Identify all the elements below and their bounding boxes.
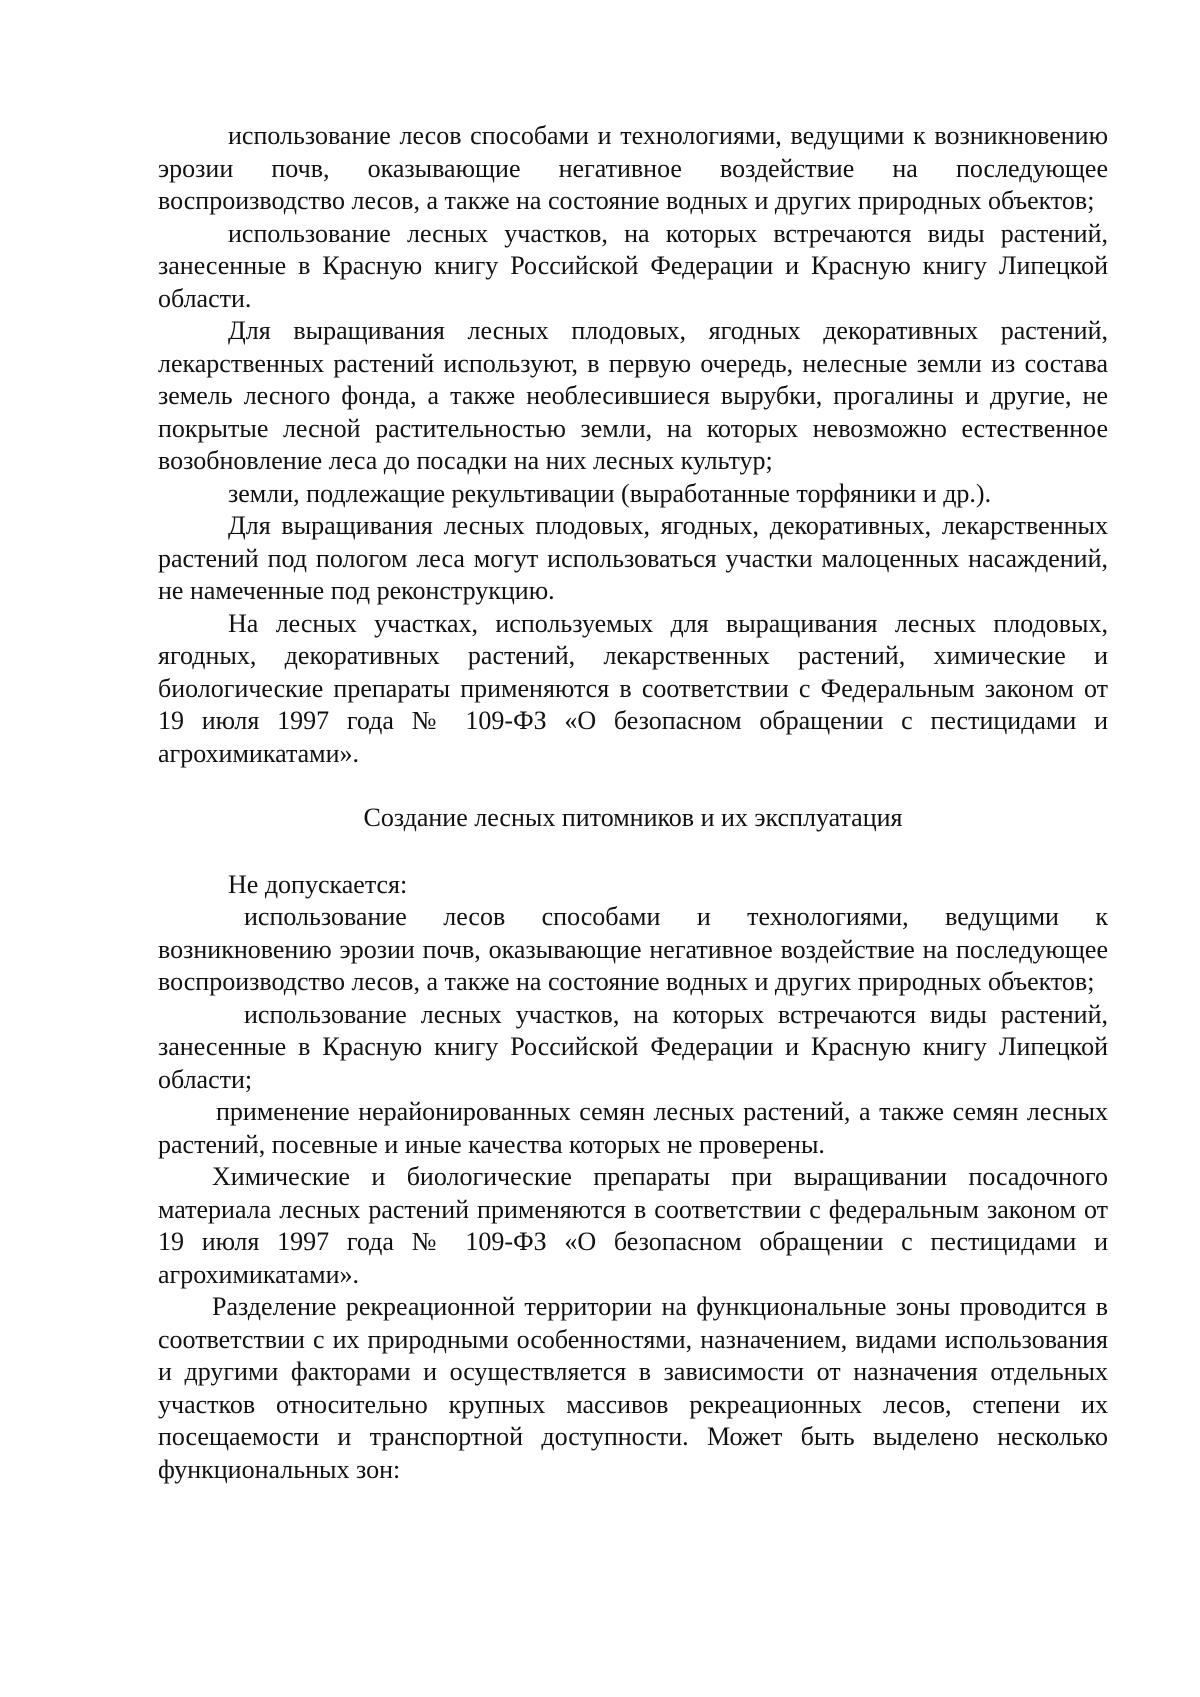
paragraph-cultivation-lands: Для выращивания лесных плодовых, ягодных декоративных растений, лекарственных растений используют, в первую очередь, нелесные земли из состава земель лесного фонда, а также необлесившиеся вырубки, прогалины и другие, не покрытые лесной растительностью земли, на которых невозможно естественное возобновление леса до посадки на них лесных культур; (158, 316, 1108, 475)
section-lead-not-allowed: Не допускается: (228, 869, 408, 899)
paragraph-erosion-prohibition-2: использование лесов способами и технологиями, ведущими к возникновению эрозии почв, оказывающие негативное воздействие на последующее воспроизводство лесов, а также на состояние водных и других природных объектов; (158, 902, 1108, 996)
paragraph-unzoned-seeds: применение нерайонированных семян лесных растений, а также семян лесных растений, посевные и иные качества которых не проверены. (158, 1097, 1108, 1159)
paragraph-chemical-preparations: На лесных участках, используемых для выращивания лесных плодовых, ягодных, декоративных растений, лекарственных растений, химические и биологические препараты применяются в соответствии с Федеральным законом от 19 июля 1997 года № 109-ФЗ «О безопасном обращении с пестицидами и агрохимикатами». (158, 608, 1108, 768)
paragraph-recreational-zoning: Разделение рекреационной территории на функциональные зоны проводится в соответствии с их природными особенностями, назначением, видами использования и другими факторами и осуществляется в зависимости от назначения отдельных участков относительно крупных массивов рекреационных лесов, степени их посещаемости и транспортной доступности. Может быть выделено несколько функциональных зон: (158, 1292, 1108, 1484)
paragraph-red-book-areas-2: использование лесных участков, на которых встречаются виды растений, занесенные в Красную книгу Российской Федерации и Красную книгу Липецкой области; (158, 999, 1108, 1094)
paragraph-nursery-chemicals: Химические и биологические препараты при выращивании посадочного материала лесных растений применяются в соответствии с федеральным законом от 19 июля 1997 года № 109-ФЗ «О безопасном обращении с пестицидами и агрохимикатами». (158, 1162, 1108, 1289)
document-page (158, 120, 1108, 1486)
paragraph-recultivation-lands: земли, подлежащие рекультивации (выработанные торфяники и др.). (228, 478, 992, 508)
section-heading-nurseries: Создание лесных питомников и их эксплуатация (363, 803, 903, 832)
paragraph-red-book-areas: использование лесных участков, на которых встречаются виды растений, занесенные в Красную книгу Российской Федерации и Красную книгу Липецкой области. (158, 218, 1108, 313)
paragraph-erosion-prohibition: использование лесов способами и технологиями, ведущими к возникновению эрозии почв, оказывающие негативное воздействие на последующее воспроизводство лесов, а также на состояние водных и других природных объектов; (158, 121, 1108, 215)
paragraph-under-canopy: Для выращивания лесных плодовых, ягодных, декоративных, лекарственных растений под пологом леса могут использоваться участки малоценных насаждений, не намеченные под реконструкцию. (158, 511, 1108, 605)
